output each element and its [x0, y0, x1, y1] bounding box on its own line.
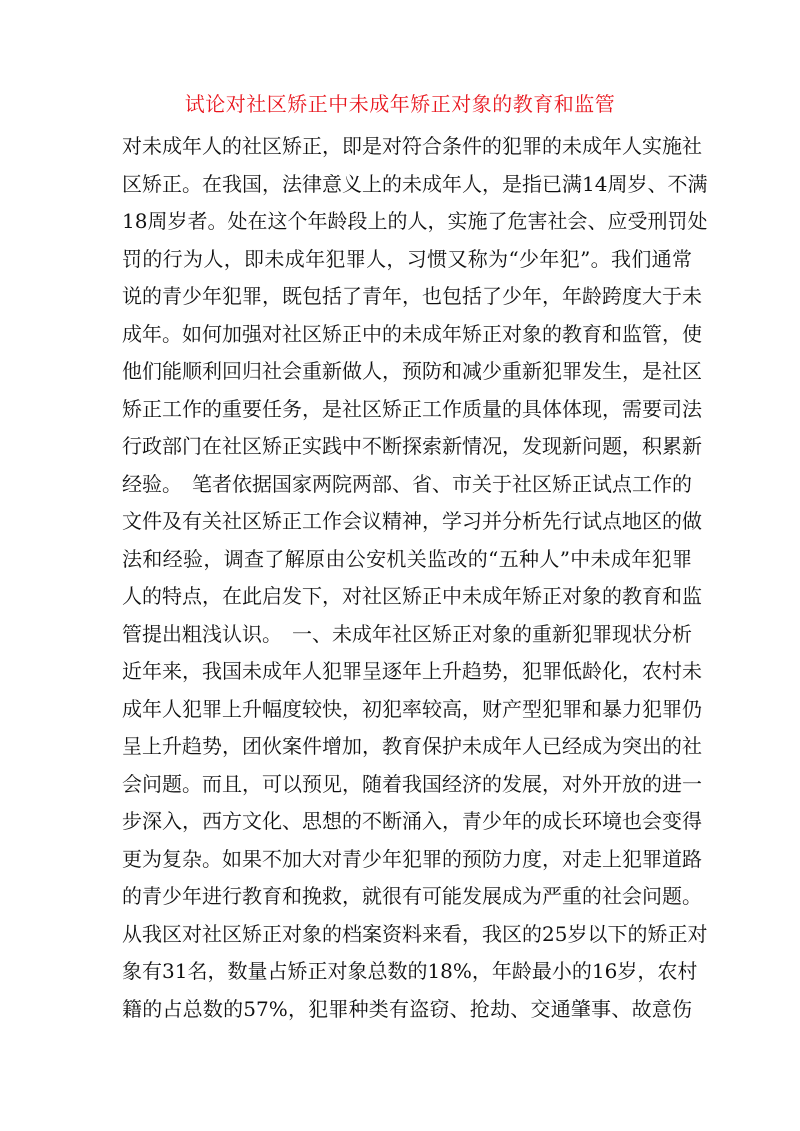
- body-line: 成年。如何加强对社区矫正中的未成年矫正对象的教育和监管，使: [122, 321, 702, 346]
- document-title: 试论对社区矫正中未成年矫正对象的教育和监管: [184, 92, 616, 116]
- body-line: 近年来，我国未成年人犯罪呈逐年上升趋势，犯罪低龄化，农村未: [122, 659, 702, 683]
- body-line: 的青少年进行教育和挽救，就很有可能发展成为严重的社会问题。: [122, 884, 702, 908]
- body-line: 呈上升趋势，团伙案件增加，教育保护未成年人已经成为突出的社: [122, 734, 702, 758]
- body-line: 步深入，西方文化、思想的不断涌入，青少年的成长环境也会变得: [122, 809, 702, 833]
- body-line: 更为复杂。如果不加大对青少年犯罪的预防力度，对走上犯罪道路: [122, 846, 702, 871]
- body-line: 矫正工作的重要任务，是社区矫正工作质量的具体体现，需要司法: [122, 396, 702, 421]
- body-line: 会问题。而且，可以预见，随着我国经济的发展，对外开放的进一: [122, 771, 702, 796]
- body-line: 文件及有关社区矫正工作会议精神，学习并分析先行试点地区的做: [122, 509, 702, 533]
- body-line: 法和经验，调查了解原由公安机关监改的“五种人”中未成年犯罪: [122, 546, 692, 571]
- body-line: 成年人犯罪上升幅度较快，初犯率较高，财产型犯罪和暴力犯罪仍: [122, 696, 702, 721]
- body-line: 罚的行为人，即未成年犯罪人，习惯又称为“少年犯”。我们通常: [122, 246, 692, 271]
- body-line: 籍的占总数的57%，犯罪种类有盗窃、抢劫、交通肇事、故意伤: [122, 996, 692, 1021]
- body-line: 人的特点，在此启发下，对社区矫正中未成年矫正对象的教育和监: [122, 584, 702, 608]
- body-line: 区矫正。在我国，法律意义上的未成年人，是指已满14周岁、不满: [122, 171, 708, 196]
- body-line: 管提出粗浅认识。 一、未成年社区矫正对象的重新犯罪现状分析: [122, 621, 692, 646]
- body-line: 从我区对社区矫正对象的档案资料来看，我区的25岁以下的矫正对: [122, 921, 708, 946]
- body-line: 说的青少年犯罪，既包括了青年，也包括了少年，年龄跨度大于未: [122, 284, 702, 308]
- body-line: 他们能顺利回归社会重新做人，预防和减少重新犯罪发生，是社区: [122, 359, 702, 383]
- body-line: 象有31名，数量占矫正对象总数的18%，年龄最小的16岁，农村: [122, 959, 698, 983]
- body-line: 18周岁者。处在这个年龄段上的人，实施了危害社会、应受刑罚处: [122, 209, 708, 233]
- body-line: 行政部门在社区矫正实践中不断探索新情况，发现新问题，积累新: [122, 434, 702, 458]
- body-line: 经验。 笔者依据国家两院两部、省、市关于社区矫正试点工作的: [122, 471, 692, 496]
- document-body: [122, 128, 708, 1028]
- body-line: 对未成年人的社区矫正，即是对符合条件的犯罪的未成年人实施社: [122, 134, 702, 158]
